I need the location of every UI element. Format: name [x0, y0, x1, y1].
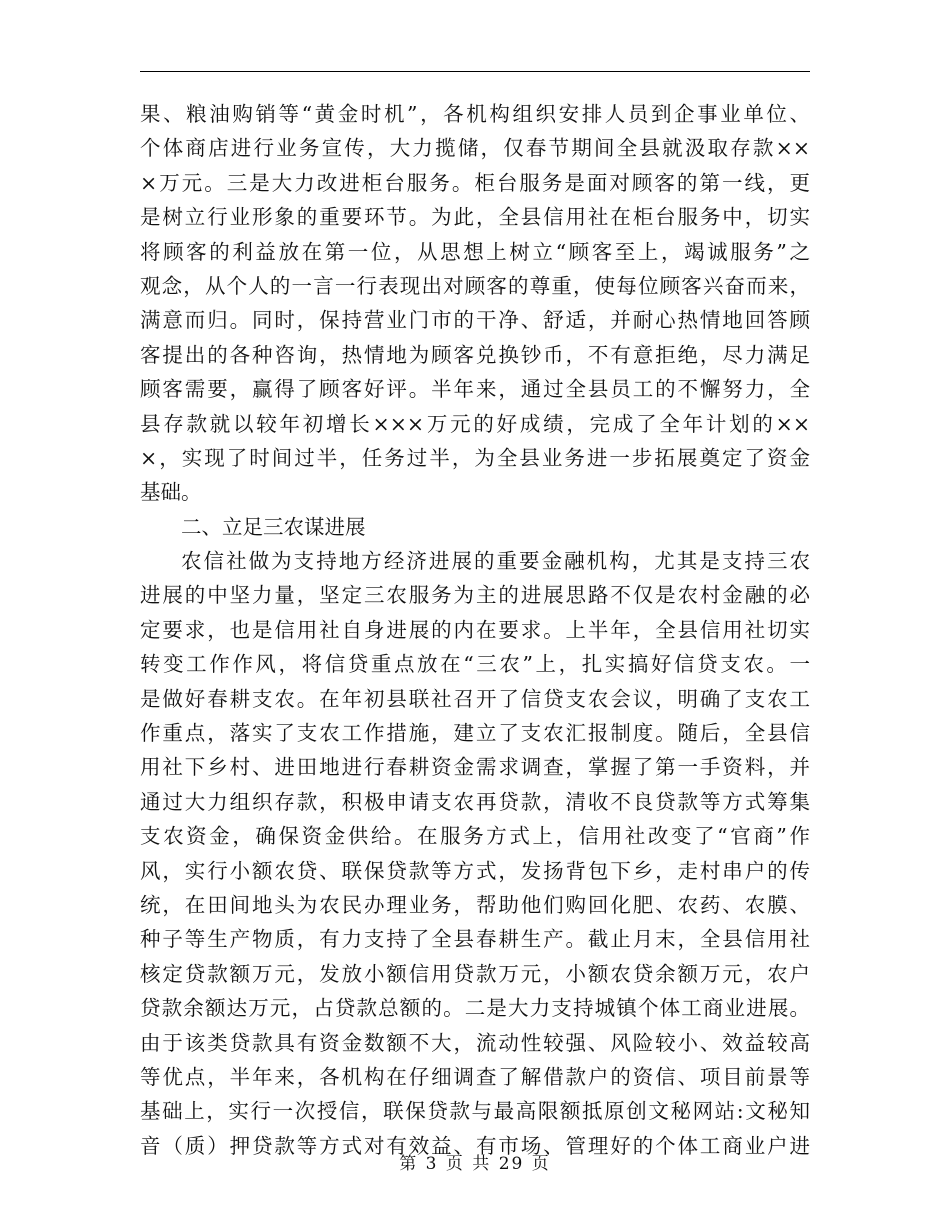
text-line: 由于该类贷款具有资金数额不大，流动性较强、风险较小、效益较高 — [140, 1030, 810, 1055]
text-line: 客提出的各种咨询，热情地为顾客兑换钞币，不有意拒绝，尽力满足 — [140, 342, 810, 367]
text-line: 基础。 — [140, 480, 202, 505]
document-body — [140, 97, 810, 1163]
text-line: 支农资金，确保资金供给。在服务方式上，信用社改变了“官商”作 — [140, 824, 810, 849]
header-rule — [140, 71, 810, 72]
section-heading: 二、立足三农谋进展 — [181, 514, 366, 539]
text-line: 统，在田间地头为农民办理业务，帮助他们购回化肥、农药、农膜、 — [140, 892, 810, 917]
text-line: 种子等生产物质，有力支持了全县春耕生产。截止月末，全县信用社 — [140, 927, 810, 952]
text-line: 是树立行业形象的重要环节。为此，全县信用社在柜台服务中，切实 — [140, 205, 810, 230]
text-line: 是做好春耕支农。在年初县联社召开了信贷支农会议，明确了支农工 — [140, 686, 810, 711]
text-line: 风，实行小额农贷、联保贷款等方式，发扬背包下乡，走村串户的传 — [140, 858, 810, 883]
text-line: 核定贷款额万元，发放小额信用贷款万元，小额农贷余额万元，农户 — [140, 961, 810, 986]
text-line: 转变工作作风，将信贷重点放在“三农”上，扎实搞好信贷支农。一 — [140, 652, 810, 677]
text-line: 农信社做为支持地方经济进展的重要金融机构，尤其是支持三农 — [181, 549, 810, 574]
text-line: 县存款就以较年初增长×××万元的好成绩，完成了全年计划的×× — [140, 411, 810, 436]
page-footer: 第 3 页 共 29 页 — [399, 1154, 551, 1174]
text-line: 作重点，落实了支农工作措施，建立了支农汇报制度。随后，全县信 — [140, 721, 810, 746]
text-line: 定要求，也是信用社自身进展的内在要求。上半年，全县信用社切实 — [140, 617, 810, 642]
text-line: 用社下乡村、进田地进行春耕资金需求调查，掌握了第一手资料，并 — [140, 755, 810, 780]
text-line: 贷款余额达万元，占贷款总额的。二是大力支持城镇个体工商业进展。 — [140, 996, 810, 1021]
text-line: 等优点，半年来，各机构在仔细调查了解借款户的资信、项目前景等 — [140, 1064, 810, 1089]
text-line: 将顾客的利益放在第一位，从思想上树立“顾客至上，竭诚服务”之 — [140, 239, 810, 264]
text-line: 观念，从个人的一言一行表现出对顾客的尊重，使每位顾客兴奋而来， — [140, 273, 810, 298]
text-line: 顾客需要，赢得了顾客好评。半年来，通过全县员工的不懈努力，全 — [140, 377, 810, 402]
text-line: ×万元。三是大力改进柜台服务。柜台服务是面对顾客的第一线，更 — [140, 170, 810, 195]
text-line: 进展的中坚力量，坚定三农服务为主的进展思路不仅是农村金融的必 — [140, 583, 810, 608]
text-line: ×，实现了时间过半，任务过半，为全县业务进一步拓展奠定了资金 — [140, 445, 810, 470]
text-line: 基础上，实行一次授信，联保贷款与最高限额抵原创文秘网站:文秘知 — [140, 1099, 810, 1124]
text-line: 满意而归。同时，保持营业门市的干净、舒适，并耐心热情地回答顾 — [140, 308, 810, 333]
text-line: 通过大力组织存款，积极申请支农再贷款，清收不良贷款等方式筹集 — [140, 789, 810, 814]
text-line: 果、粮油购销等“黄金时机”，各机构组织安排人员到企事业单位、 — [140, 102, 810, 126]
text-line: 个体商店进行业务宣传，大力揽储，仅春节期间全县就汲取存款×× — [140, 136, 810, 161]
text-line: 音（质）押贷款等方式对有效益、有市场、管理好的个体工商业户进 — [140, 1133, 810, 1158]
